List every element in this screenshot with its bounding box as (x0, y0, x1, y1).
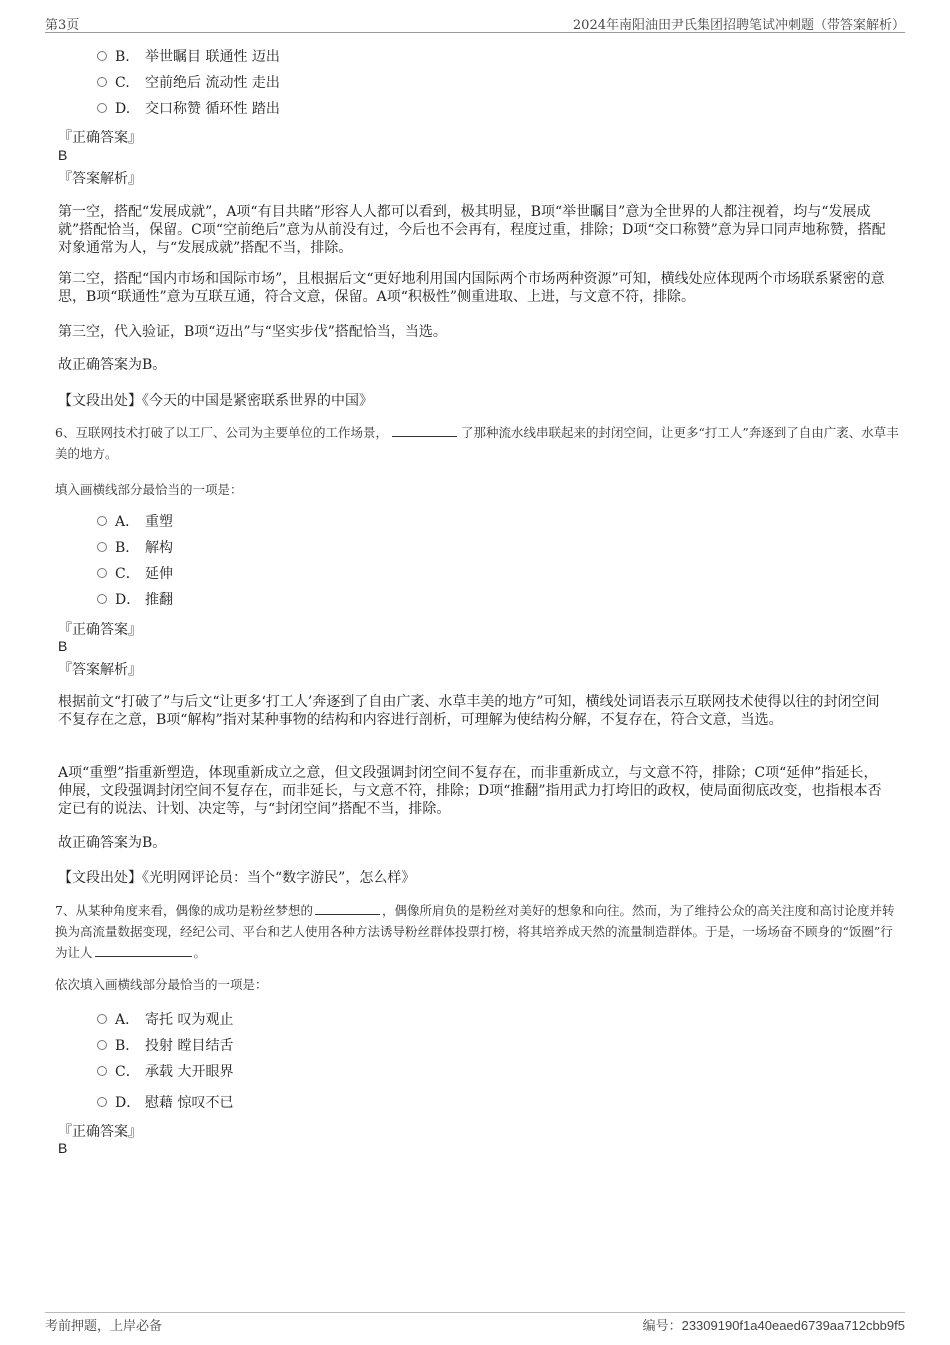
q5-analysis-para-1: 第一空，搭配“发展成就”，A项“有目共睹”形容人人都可以看到，极其明显，B项“举世瞩目”意为全世界的人都注视着，均与“发展成就”搭配恰当，保留。C项“空前绝后”意为从前没有过，今后也不会再有，程度过重，排除；D项“交口称赞”意为异口同声地称赞，搭配对象通常为人，与“发展成就”搭配不当，排除。 (58, 204, 886, 256)
q6-prompt: 填入画横线部分最恰当的一项是： (55, 482, 243, 497)
blank-line (95, 944, 192, 957)
q7-answer-label: 『正确答案』 (58, 1124, 142, 1140)
q5-answer-label: 『正确答案』 (58, 130, 142, 146)
q5-source: 【文段出处】《今天的中国是紧密联系世界的中国》 (58, 393, 373, 409)
radio-icon[interactable] (97, 542, 107, 552)
radio-icon[interactable] (97, 516, 107, 526)
q5-answer: B (58, 147, 68, 163)
q7-option-b[interactable]: B． 投射 瞠目结舌 (97, 1036, 233, 1056)
q6-analysis-label: 『答案解析』 (58, 662, 142, 678)
radio-icon[interactable] (97, 1097, 107, 1107)
q6-analysis-para-1: 根据前文“打破了”与后文“让更多‘打工人’奔逐到了自由广袤、水草丰美的地方”可知，横线处词语表示互联网技术使得以往的封闭空间不复存在之意，B项“解构”指对某种事物的结构和内容进行剖析，可理解为使结构分解，不复存在，符合文意，当选。 (58, 694, 880, 728)
q6-option-b[interactable]: B． 解构 (97, 538, 173, 558)
q7-stem: 7、从某种角度来看，偶像的成功是粉丝梦想的 ，偶像所肩负的是粉丝对美好的想象和向往。然而，为了维持公众的高关注度和高讨论度并转换为高流量数据变现，经纪公司、平台和艺人使用各种方法诱导粉丝群体投票打榜，将其培养成天然的流量制造群体。于是，一场场奋不顾身的“饭圈”行为让人 。 (55, 903, 895, 960)
q6-answer-label: 『正确答案』 (58, 622, 142, 638)
radio-icon[interactable] (97, 1066, 107, 1076)
radio-icon[interactable] (97, 103, 107, 113)
q7-prompt: 依次填入画横线部分最恰当的一项是： (55, 977, 268, 992)
document-code: 编号：23309190f1a40eaed6739aa712cbb9f5 (642, 1318, 905, 1334)
q5-analysis-label: 『答案解析』 (58, 171, 142, 187)
radio-icon[interactable] (97, 77, 107, 87)
q6-answer: B (58, 638, 68, 654)
q6-analysis-para-3: 故正确答案为B。 (58, 835, 167, 851)
q6-analysis-para-2: A项“重塑”指重新塑造，体现重新成立之意，但文段强调封闭空间不复存在，而非重新成立，与文意不符，排除；C项“延伸”指延长，伸展，文段强调封闭空间不复存在，而非延长，与文意不符，排除；D项“推翻”指用武力打垮旧的政权，使局面彻底改变，也指根本否定已有的说法、计划、决定等，与“封闭空间”搭配不当，排除。 (58, 765, 882, 817)
radio-icon[interactable] (97, 1014, 107, 1024)
q6-option-a[interactable]: A． 重塑 (97, 512, 173, 532)
q5-analysis-para-3: 第三空，代入验证，B项“迈出”与“坚实步伐”搭配恰当，当选。 (58, 324, 447, 340)
q7-answer: B (58, 1140, 68, 1156)
q5-option-d[interactable]: D. 交口称赞 循环性 踏出 (97, 99, 280, 119)
q7-option-c[interactable]: C． 承载 大开眼界 (97, 1062, 233, 1082)
page-header (45, 14, 905, 33)
radio-icon[interactable] (97, 1040, 107, 1050)
q7-option-a[interactable]: A． 寄托 叹为观止 (97, 1010, 233, 1030)
radio-icon[interactable] (97, 568, 107, 578)
q6-option-c[interactable]: C． 延伸 (97, 564, 173, 584)
q6-source: 【文段出处】《光明网评论员：当个“数字游民”，怎么样》 (58, 870, 416, 886)
document-title: 2024年南阳油田尹氏集团招聘笔试冲刺题（带答案解析） (572, 18, 905, 33)
blank-line (315, 902, 380, 915)
q5-option-b[interactable]: B. 举世瞩目 联通性 迈出 (97, 47, 280, 67)
page-footer (45, 1312, 905, 1335)
blank-line (392, 424, 457, 437)
q5-analysis-para-4: 故正确答案为B。 (58, 357, 167, 373)
q6-option-d[interactable]: D． 推翻 (97, 590, 173, 610)
q7-option-d[interactable]: D． 慰藉 惊叹不已 (97, 1093, 233, 1113)
page-number: 第3页 (45, 18, 80, 33)
radio-icon[interactable] (97, 51, 107, 61)
q6-stem: 6、互联网技术打破了以工厂、公司为主要单位的工作场景， 了那种流水线串联起来的封闭空间，让更多“打工人”奔逐到了自由广袤、水草丰美的地方。 (55, 425, 899, 461)
footer-slogan: 考前押题，上岸必备 (45, 1319, 163, 1334)
q5-option-c[interactable]: C. 空前绝后 流动性 走出 (97, 73, 280, 93)
radio-icon[interactable] (97, 594, 107, 604)
q5-analysis-para-2: 第二空，搭配“国内市场和国际市场”，且根据后文“更好地利用国内国际两个市场两种资源”可知，横线处应体现两个市场联系紧密的意思，B项“联通性”意为互联互通，符合文意，保留。A项“积极性”侧重进取、上进，与文意不符，排除。 (58, 271, 885, 305)
